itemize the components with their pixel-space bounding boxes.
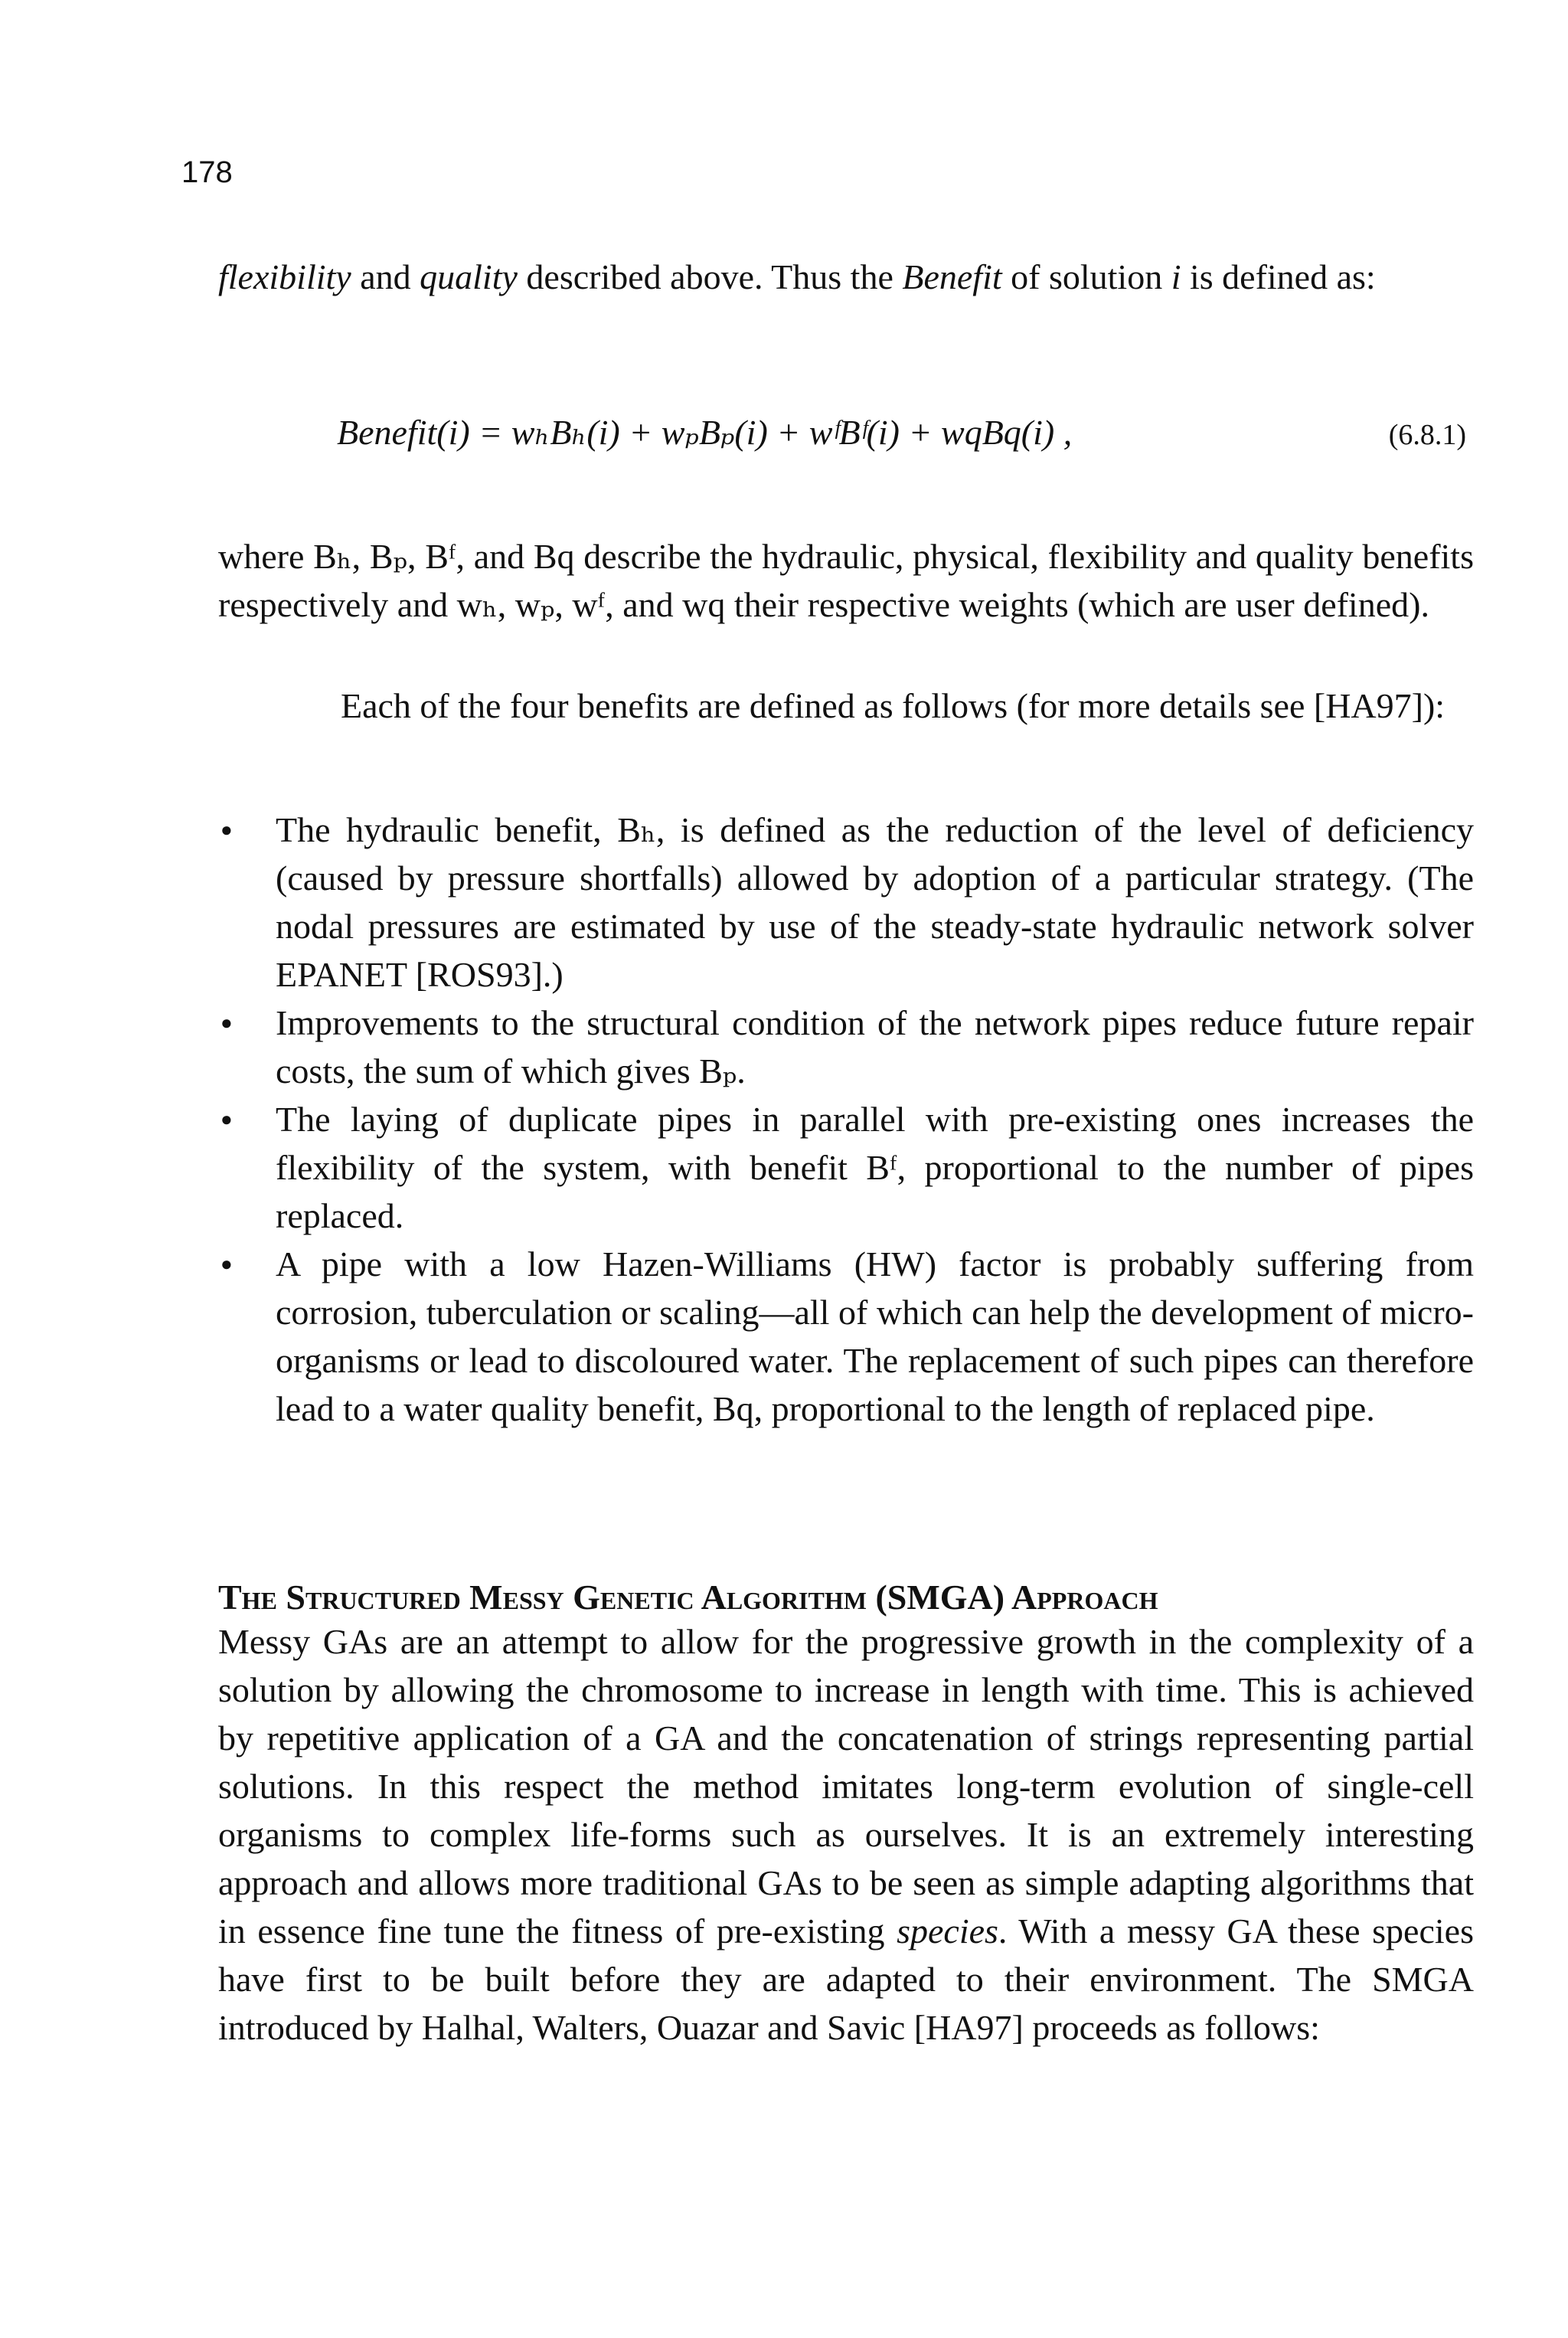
list-item: ● A pipe with a low Hazen-Williams (HW) factor is probably suffering from corrosion, tuberculation or scaling—all of which can help the development of micro-organisms or lead to discoloured water. The replacement of such pipes can therefore lead to a water quality benefit, Bq, proportional to the length of replaced pipe.: [218, 1240, 1474, 1433]
intro-text-2: described above. Thus the: [517, 257, 903, 296]
equation-6-8-1: [337, 410, 1466, 458]
smga-text-1: Messy GAs are an attempt to allow for the progressive growth in the complexity of a solution by allowing the chromosome to increase in length with time. This is achieved by repetitive application of a GA and the concatenation of strings representing partial solutions. In this respect the method imitates long-term evolution of single-cell organisms to complex life-forms such as ourselves. It is an extremely interesting approach and allows more traditional GAs to be seen as simple adapting algorithms that in essence fine tune the fitness of pre-existing: [218, 1622, 1474, 1951]
equation-body: Benefit(i) = wₕBₕ(i) + wₚBₚ(i) + wᶠBᶠ(i) + wqBq(i) ,: [337, 413, 1073, 452]
equation-number: (6.8.1): [1388, 419, 1466, 451]
section-heading-text: The Structured Messy Genetic Algorithm (SMGA) Approach: [218, 1578, 1158, 1617]
term-species: species: [897, 1911, 998, 1951]
intro-text-4: is defined as:: [1181, 257, 1376, 296]
benefits-list: [218, 806, 1474, 1433]
intro-paragraph: [218, 253, 1474, 301]
list-item: ● The hydraulic benefit, Bₕ, is defined as the reduction of the level of deficiency (caused by pressure shortfalls) allowed by adoption of a particular strategy. (The nodal pressures are estimated by use of the steady-state hydraulic network solver EPANET [ROS93].): [218, 806, 1474, 999]
term-flexibility: flexibility: [218, 257, 351, 296]
four-benefits-paragraph: Each of the four benefits are defined as follows (for more details see [HA97]):: [341, 686, 1446, 725]
definitions-paragraph: where Bₕ, Bₚ, Bᶠ, and Bq describe the hydraulic, physical, flexibility and quality benefits respectively and wₕ, wₚ, wᶠ, and wq their respective weights (which are user defined).: [218, 537, 1474, 624]
smga-paragraph: [218, 1617, 1474, 2052]
intro-text-1: and: [351, 257, 420, 296]
section-heading: [218, 1576, 1158, 1619]
term-quality: quality: [420, 257, 518, 296]
term-benefit: Benefit: [902, 257, 1002, 296]
list-item: ● The laying of duplicate pipes in parallel with pre-existing ones increases the flexibility of the system, with benefit Bᶠ, proportional to the number of pipes replaced.: [218, 1095, 1474, 1240]
intro-text-3: of solution: [1001, 257, 1171, 296]
page-number: 178: [181, 155, 233, 189]
smga-text-2: . With a messy GA these species have first to be built before they are adapted to their environment. The SMGA introduced by Halhal, Walters, Ouazar and Savic [HA97] proceeds as follows:: [218, 1911, 1474, 2047]
term-i: i: [1171, 257, 1181, 296]
list-item: ● Improvements to the structural condition of the network pipes reduce future repair costs, the sum of which gives Bₚ.: [218, 999, 1474, 1095]
